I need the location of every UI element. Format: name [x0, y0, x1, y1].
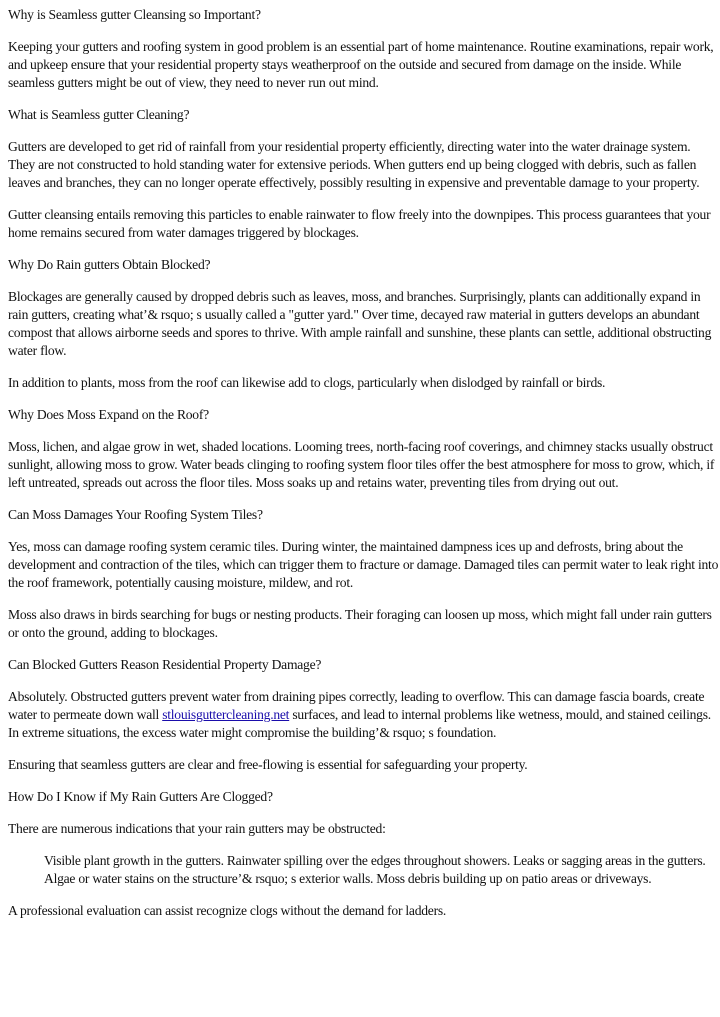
- section-heading-how-to-know: How Do I Know if My Rain Gutters Are Clogged?: [8, 789, 273, 804]
- paragraph-overflow-text-start: Absolutely. Obstructed gutters prevent water from draining pipes correctly, leading to overflow. This can damage fascia boards, create water to permeate down wall: [8, 689, 705, 722]
- section-heading-why-blocked: Why Do Rain gutters Obtain Blocked?: [8, 257, 211, 272]
- paragraph-blockage-causes: Blockages are generally caused by dropped debris such as leaves, moss, and branches. Surprisingly, plants can additionally expand in rain gutters, creating what’& rsquo; s usually called a "gutter yard." Over time, decayed raw material in gutters develops an abundant compost that allows airborne seeds and spores to thrive. With ample rainfall and sunshine, these plants can settle, additional obstructing water flow.: [8, 289, 712, 358]
- paragraph-overflow: [8, 688, 720, 742]
- website-link[interactable]: stlouisguttercleaning.net: [162, 707, 290, 722]
- paragraph-birds: Moss also draws in birds searching for bugs or nesting products. Their foraging can loosen up moss, which might fall under rain gutters or onto the ground, adding to blockages.: [8, 607, 712, 640]
- section-heading-what-is: What is Seamless gutter Cleaning?: [8, 107, 190, 122]
- paragraph-tile-damage: Yes, moss can damage roofing system ceramic tiles. During winter, the maintained dampness ices up and defrosts, bring about the development and contraction of the tiles, which can trigger them to fracture or damage. Damaged tiles can permit water to leak right into the roof framework, potentially causing moisture, mildew, and rot.: [8, 539, 719, 590]
- indented-indications-list: Visible plant growth in the gutters. Rainwater spilling over the edges throughout showers. Leaks or sagging areas in the gutters. Algae or water stains on the structure’& rsquo; s exterior walls. Moss debris building up on patio areas or driveways.: [44, 853, 706, 886]
- paragraph-maintenance: Keeping your gutters and roofing system in good problem is an essential part of home maintenance. Routine examinations, repair work, and upkeep ensure that your residential property stays weatherproof on the outside and secured from damage on the inside. While seamless gutters might be out of view, they need to never run out mind.: [8, 39, 714, 90]
- section-heading-moss-damage: Can Moss Damages Your Roofing System Tiles?: [8, 507, 263, 522]
- paragraph-indications-intro: There are numerous indications that your rain gutters may be obstructed:: [8, 821, 386, 836]
- paragraph-cleansing-process: Gutter cleansing entails removing this particles to enable rainwater to flow freely into the downpipes. This process guarantees that your home remains secured from water damages triggered by blockages.: [8, 207, 711, 240]
- paragraph-professional-evaluation: A professional evaluation can assist recognize clogs without the demand for ladders.: [8, 903, 447, 918]
- paragraph-gutter-purpose: Gutters are developed to get rid of rainfall from your residential property efficiently, directing water into the water drainage system. They are not constructed to hold standing water for extensive periods. When gutters end up being clogged with debris, such as fallen leaves and branches, they can no longer operate effectively, possibly resulting in expensive and preventable damage to your property.: [8, 139, 700, 190]
- section-heading-property-damage: Can Blocked Gutters Reason Residential Property Damage?: [8, 657, 322, 672]
- paragraph-overflow-text-end: surfaces, and lead to internal problems like wetness, mould, and stained ceilings. In extreme situations, the excess water might compromise the building’& rsquo; s foundation.: [8, 707, 711, 740]
- section-heading-importance: Why is Seamless gutter Cleansing so Important?: [8, 7, 261, 22]
- paragraph-safeguarding: Ensuring that seamless gutters are clear and free-flowing is essential for safeguarding your property.: [8, 757, 528, 772]
- paragraph-moss-conditions: Moss, lichen, and algae grow in wet, shaded locations. Looming trees, north-facing roof coverings, and chimney stacks usually obstruct sunlight, allowing moss to grow. Water beads clinging to roofing system floor tiles offer the best atmosphere for moss to grow, which, if left untreated, spreads out across the floor tiles. Moss soaks up and retains water, preventing tiles from drying out out.: [8, 439, 715, 490]
- section-heading-moss-growth: Why Does Moss Expand on the Roof?: [8, 407, 209, 422]
- paragraph-moss-clogs: In addition to plants, moss from the roof can likewise add to clogs, particularly when dislodged by rainfall or birds.: [8, 375, 606, 390]
